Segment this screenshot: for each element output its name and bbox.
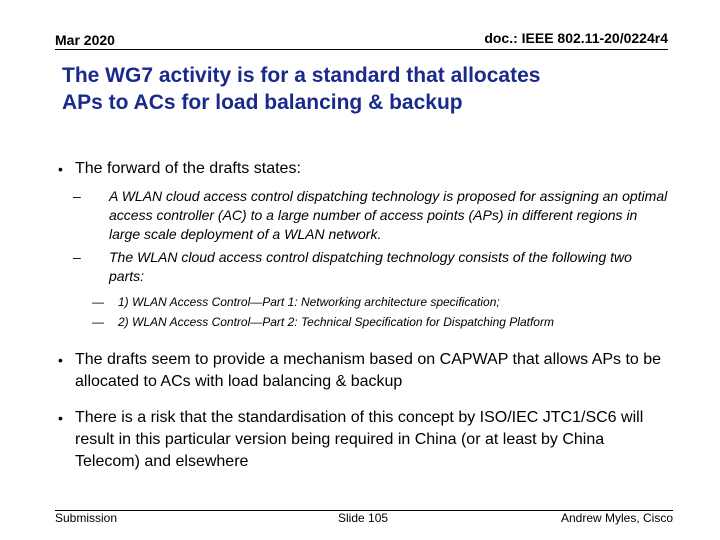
sub-bullet-text: The WLAN cloud access control dispatching technology consists of the following two parts: bbox=[109, 249, 632, 284]
sub-bullet-item bbox=[73, 248, 670, 286]
footer-slide-number: Slide 105 bbox=[338, 511, 389, 525]
emdash-icon: — bbox=[92, 315, 104, 329]
slide-title-line-1: The WG7 activity is for a standard that allocates bbox=[62, 64, 541, 87]
sub-sub-bullet-item bbox=[92, 292, 670, 312]
dash-icon: – bbox=[73, 249, 81, 265]
bullet-icon: • bbox=[58, 352, 63, 368]
sub-bullet-text: A WLAN cloud access control dispatching technology is proposed for assigning an optimal access controller (AC) to a large number of access points (APs) in different regions in large scale deployment of a WLAN network. bbox=[109, 188, 668, 242]
bullet-text: The forward of the drafts states: bbox=[75, 160, 301, 177]
slide-title bbox=[62, 62, 682, 116]
sub-bullet-item bbox=[73, 187, 670, 244]
bullet-text: There is a risk that the standardisation of this concept by ISO/IEC JTC1/SC6 will result in this particular version being required in China (or at least by China Telecom) and elsewhere bbox=[75, 409, 644, 470]
sub-sub-bullet-text: 2) WLAN Access Control—Part 2: Technical Specification for Dispatching Platform bbox=[118, 315, 554, 329]
dash-icon: – bbox=[73, 188, 81, 204]
header-date: Mar 2020 bbox=[55, 32, 115, 48]
footer-submission: Submission bbox=[55, 511, 118, 525]
bullet-icon: • bbox=[58, 161, 63, 177]
bullet-item bbox=[55, 407, 670, 473]
emdash-icon: — bbox=[92, 295, 104, 309]
bullet-text: The drafts seem to provide a mechanism based on CAPWAP that allows APs to be allocated to ACs with load balancing & backup bbox=[75, 351, 662, 390]
sub-sub-bullet-item bbox=[92, 312, 670, 332]
slide-body bbox=[55, 158, 670, 473]
bullet-item bbox=[55, 349, 670, 393]
bullet-icon: • bbox=[58, 410, 63, 426]
header-divider bbox=[55, 49, 668, 50]
sub-sub-bullet-text: 1) WLAN Access Control—Part 1: Networking architecture specification; bbox=[118, 295, 500, 309]
footer-author: Andrew Myles, Cisco bbox=[560, 511, 673, 525]
header-doc-id: doc.: IEEE 802.11-20/0224r4 bbox=[484, 30, 668, 46]
slide-title-line-2: APs to ACs for load balancing & backup bbox=[62, 91, 463, 114]
bullet-item bbox=[55, 158, 670, 180]
